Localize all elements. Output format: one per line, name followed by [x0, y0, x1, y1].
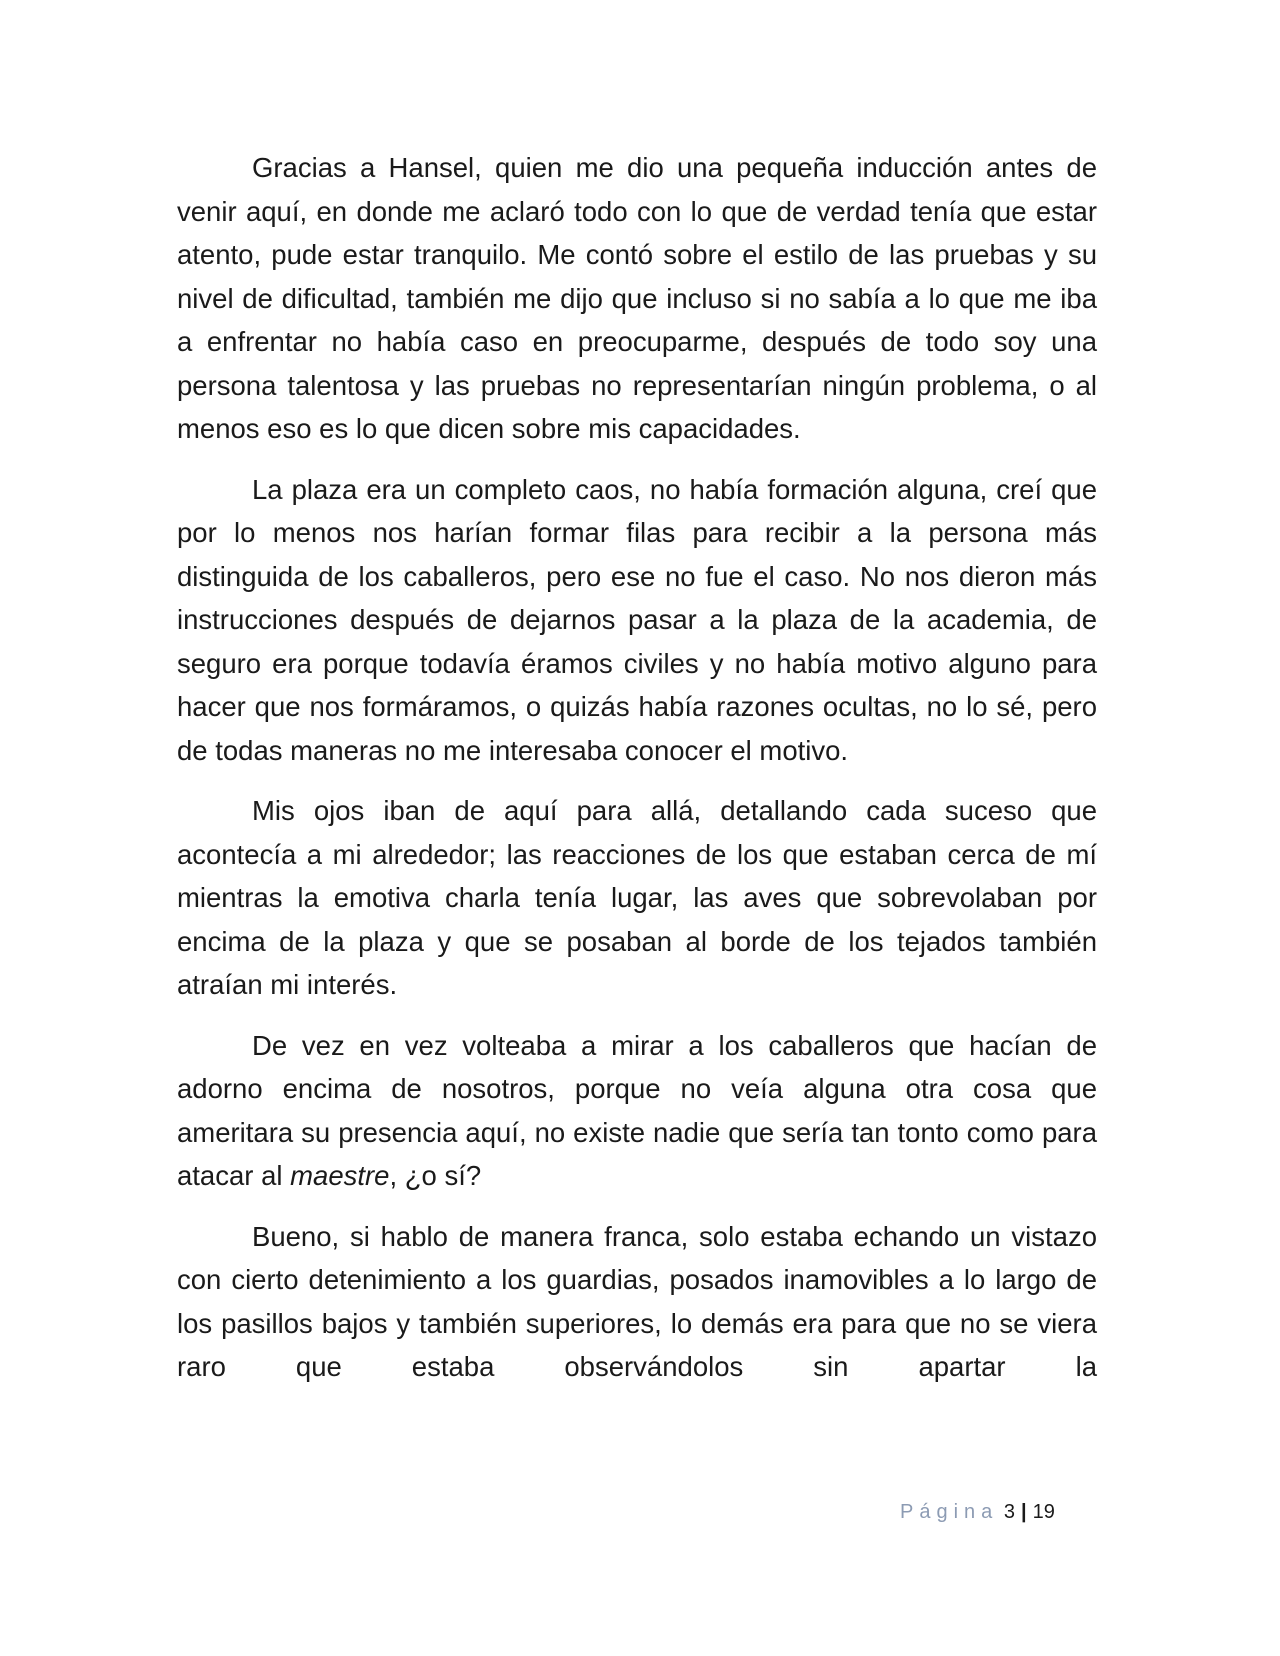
paragraph: Bueno, si hablo de manera franca, solo estaba echando un vistazo con cierto detenimiento a los guardias, posados inamovibles a lo largo de los pasillos bajos y también superiores, lo demás era para que no se viera raro que estaba observándolos sin apartar la [177, 1220, 1097, 1382]
paragraph: La plaza era un completo caos, no había formación alguna, creí que por lo menos nos harían formar filas para recibir a la persona más distinguida de los caballeros, pero ese no fue el caso. No nos dieron más instrucciones después de dejarnos pasar a la plaza de la academia, de seguro era porque todavía éramos civiles y no había motivo alguno para hacer que nos formáramos, o quizás había razones ocultas, no lo sé, pero de todas maneras no me interesaba conocer el motivo. [177, 473, 1097, 766]
page-label: Página [900, 1501, 999, 1523]
paragraph: Mis ojos iban de aquí para allá, detallando cada suceso que acontecía a mi alrededor; las reacciones de los que estaban cerca de mí mientras la emotiva charla tenía lugar, las aves que sobrevolaban por encima de la plaza y que se posaban al borde de los tejados también atraían mi interés. [177, 795, 1097, 1000]
paragraph: Gracias a Hansel, quien me dio una pequeña inducción antes de venir aquí, en donde me aclaró todo con lo que de verdad tenía que estar atento, pude estar tranquilo. Me contó sobre el estilo de las pruebas y su nivel de dificultad, también me dijo que incluso si no sabía a lo que me iba a enfrentar no había caso en preocuparme, después de todo soy una persona talentosa y las pruebas no representarían ningún problema, o al menos eso es lo que dicen sobre mis capacidades. [177, 152, 1097, 444]
page-footer [900, 1498, 1080, 1526]
page-number: 3 [1003, 1501, 1015, 1523]
paragraph [177, 1024, 1097, 1198]
paragraph-text: , ¿o sí? [389, 1160, 482, 1191]
paragraph-italic-text: maestre [290, 1160, 390, 1191]
paragraph-text: De vez en vez volteaba a mirar a los caballeros que hacían de adorno encima de nosotros, porque no veía alguna otra cosa que ameritara su presencia aquí, no existe nadie que sería tan tonto como para atacar al [177, 1029, 1097, 1191]
page-body-text [177, 146, 1097, 1389]
page-separator: | [1020, 1501, 1027, 1523]
total-pages: 19 [1032, 1501, 1055, 1523]
